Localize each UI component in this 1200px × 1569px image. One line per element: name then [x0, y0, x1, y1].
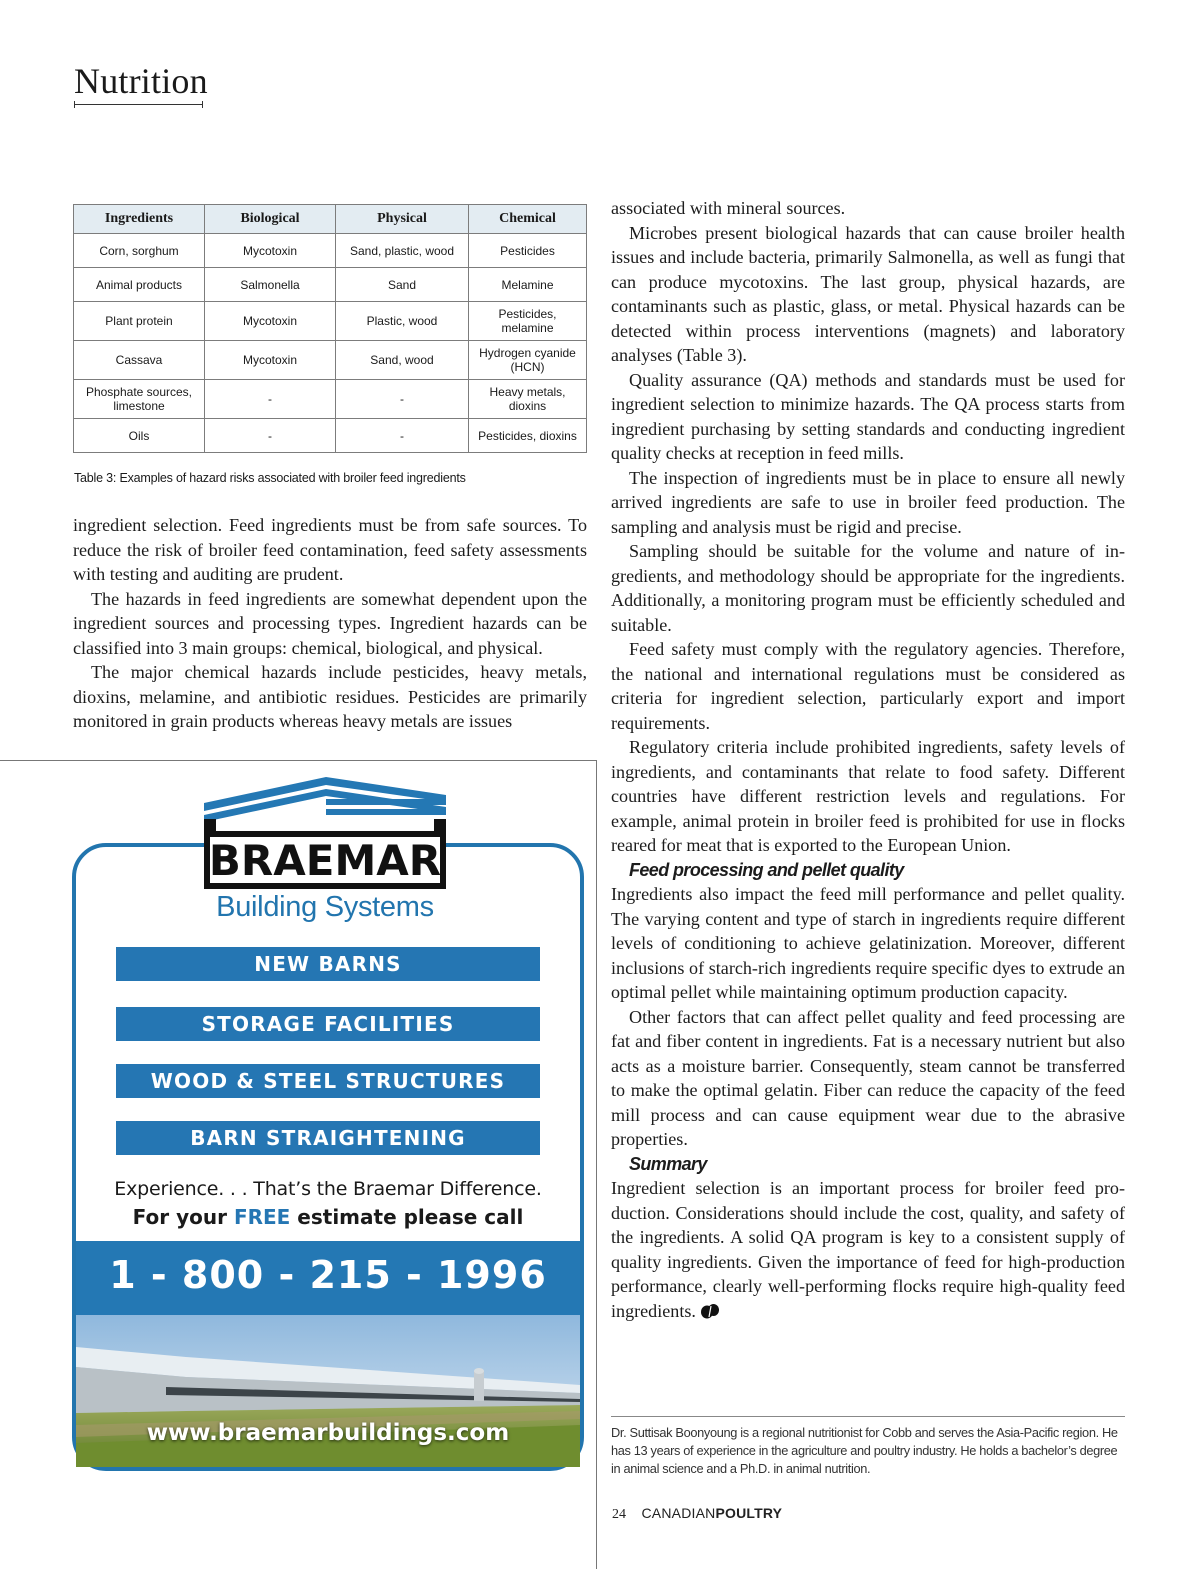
body-paragraph: Ingredients also impact the feed mill performance and pellet quality. The varying content and type of starch in ingredients require different levels of conditioning to achieve gelatinization. Moreover, different inclusions of starch-rich ingredients require specific dyes to extrude an optimal pellet while maintaining optimum production capacity. [611, 884, 1125, 1002]
table-cell: Animal products [74, 268, 205, 302]
section-title-rule [74, 104, 203, 105]
table-cell: Mycotoxin [205, 341, 336, 380]
table-cell: Sand, wood [336, 341, 469, 380]
magazine-name [642, 1505, 783, 1521]
table-cell: Pesticides [469, 234, 587, 268]
logo-wordmark: BRAEMAR [208, 836, 442, 885]
page-number: 24 [612, 1507, 626, 1522]
ad-tagline: Experience. . . That’s the Braemar Difference. [114, 1178, 542, 1200]
table-cell: Cassava [74, 341, 205, 380]
table-cell: - [336, 419, 469, 453]
table-cell: Pesticides, dioxins [469, 419, 587, 453]
body-paragraph: Other factors that can affect pellet quality and feed processing are fat and fiber content in ingredients. Fat is a necessary nutrient but also acts as a moisture barrier. Consequently, steam cannot be transferred to make the optimal gelatin. Fiber can reduce the capacity of the feed mill process and can cause equipment wear due to the abrasive properties. [611, 1006, 1125, 1149]
table-header-cell: Ingredients [74, 205, 205, 234]
table-cell: Corn, sorghum [74, 234, 205, 268]
body-paragraph: Quality assurance (QA) methods and standards must be used for ingredient selection to minimize hazards. The QA process starts from ingredient purchasing by setting standards and conducting ingredient quality checks at reception in feed mills. [611, 369, 1125, 463]
table-header-cell: Biological [205, 205, 336, 234]
table-cell: Oils [74, 419, 205, 453]
section-title: Nutrition [74, 61, 208, 101]
table-cell: Pesticides, melamine [469, 302, 587, 341]
author-bio: Dr. Suttisak Boonyoung is a regional nutritionist for Cobb and serves the Asia-Pacific region. He has 13 years of experience in the agriculture and poultry industry. He holds a bachelor’s degree in animal science and a Ph.D. in animal nutrition. [611, 1425, 1118, 1476]
left-column-text [73, 513, 587, 734]
table-header-cell: Physical [336, 205, 469, 234]
body-paragraph: Microbes present biological hazards that can cause broiler health issues and include bacteria, primarily Salmonella, as well as fungi that can produce mycotoxins. The last group, physical hazards, are contaminants such as plastic, glass, or metal. Physical hazards can be detected within process interventions (magnets) and laboratory analyses (Table 3). [611, 222, 1125, 365]
bio-divider [611, 1416, 1125, 1417]
body-paragraph: Feed safety must comply with the regulatory agencies. Therefore, the national and international regulations must be considered as criteria for ingredient selection, particularly export and import requirements. [611, 639, 1125, 733]
hazard-table [73, 204, 587, 453]
ad-website-url[interactable]: www.braemarbuildings.com [146, 1420, 510, 1446]
summary-paragraph [611, 1176, 1125, 1323]
right-column-text [611, 196, 1125, 1323]
page-footer [612, 1505, 782, 1523]
ad-cta [80, 1205, 576, 1229]
body-paragraph: Sampling should be suitable for the volume and nature of ingredients, and methodology should be appropriate for the ingredients. Additionally, a monitoring program must be efficiently scheduled and suitable. [611, 541, 1125, 635]
cta-before: For your [132, 1205, 234, 1229]
body-paragraph: The major chemical hazards include pesticides, heavy metals, dioxins, melamine, and antibiotic residues. Pesticides are primarily monitored in grain products whereas heavy metals are issues [73, 662, 587, 731]
table-cell: - [336, 380, 469, 419]
table-header-row [74, 205, 587, 234]
table-cell: Plastic, wood [336, 302, 469, 341]
subhead-summary: Summary [629, 1153, 707, 1174]
summary-text: Ingredient selection is an important process for broiler feed production. Considerations should include the cost, quality, and safety of the ingredients. A solid QA program is key to a consistent supply of quality ingredients. Given the importance of feed for high-production performance, clearly well-performing flocks require high-quality feed ingredients. [611, 1178, 1125, 1321]
table-cell: Melamine [469, 268, 587, 302]
body-paragraph: ingredient selection. Feed ingredients must be from safe sources. To reduce the risk of broiler feed contamination, feed safety assessments with testing and auditing are prudent. [73, 515, 587, 584]
table-cell: Hydrogen cyanide (HCN) [469, 341, 587, 380]
table-cell: Phosphate sources, limestone [74, 380, 205, 419]
service-storage-facilities: STORAGE FACILITIES [116, 1007, 540, 1041]
service-wood-steel-structures: WOOD & STEEL STRUCTURES [116, 1064, 540, 1098]
logo-subtitle: Building Systems [216, 891, 434, 923]
table-cell: Salmonella [205, 268, 336, 302]
table-cell: Plant protein [74, 302, 205, 341]
table-cell: Mycotoxin [205, 234, 336, 268]
cta-after: estimate please call [290, 1205, 524, 1229]
table-cell: - [205, 380, 336, 419]
end-mark-icon [700, 1303, 720, 1319]
table-row [74, 419, 587, 453]
magazine-prefix: CANADIAN [641, 1505, 716, 1521]
service-new-barns: NEW BARNS [116, 947, 540, 981]
table-row [74, 234, 587, 268]
body-paragraph: Regulatory criteria include prohibited ingredients, safety levels of ingredients, and contaminants that relate to food safety. Different countries have different restriction levels and regulations. For example, animal protein in broiler feed is prohibited for use in flocks reared for meat that is exported to the European Union. [611, 737, 1125, 855]
table-header-cell: Chemical [469, 205, 587, 234]
table-caption: Table 3: Examples of hazard risks associated with broiler feed ingredients [74, 471, 466, 485]
subhead-feed-processing: Feed processing and pellet quality [629, 859, 904, 880]
table-cell: Sand, plastic, wood [336, 234, 469, 268]
table-cell: Sand [336, 268, 469, 302]
table-row [74, 380, 587, 419]
ad-phone-number[interactable]: 1 - 800 - 215 - 1996 [109, 1253, 547, 1297]
service-barn-straightening: BARN STRAIGHTENING [116, 1121, 540, 1155]
table-cell: Mycotoxin [205, 302, 336, 341]
body-paragraph: associated with mineral sources. [611, 198, 846, 218]
table-row [74, 341, 587, 380]
magazine-bold: POULTRY [715, 1505, 783, 1521]
cta-free: FREE [233, 1205, 291, 1229]
table-row [74, 268, 587, 302]
table-row [74, 302, 587, 341]
table-cell: - [205, 419, 336, 453]
table-cell: Heavy metals, dioxins [469, 380, 587, 419]
body-paragraph: The hazards in feed ingredients are somewhat dependent upon the ingredient sources and processing types. Ingredient hazards can be classified into 3 main groups: chemical, biological, and physical. [73, 588, 587, 658]
body-paragraph: The inspection of ingredients must be in place to ensure all newly arrived ingredients are safe to use in broiler feed production. The sampling and analysis must be rigid and precise. [611, 467, 1125, 537]
braemar-logo [196, 775, 454, 893]
